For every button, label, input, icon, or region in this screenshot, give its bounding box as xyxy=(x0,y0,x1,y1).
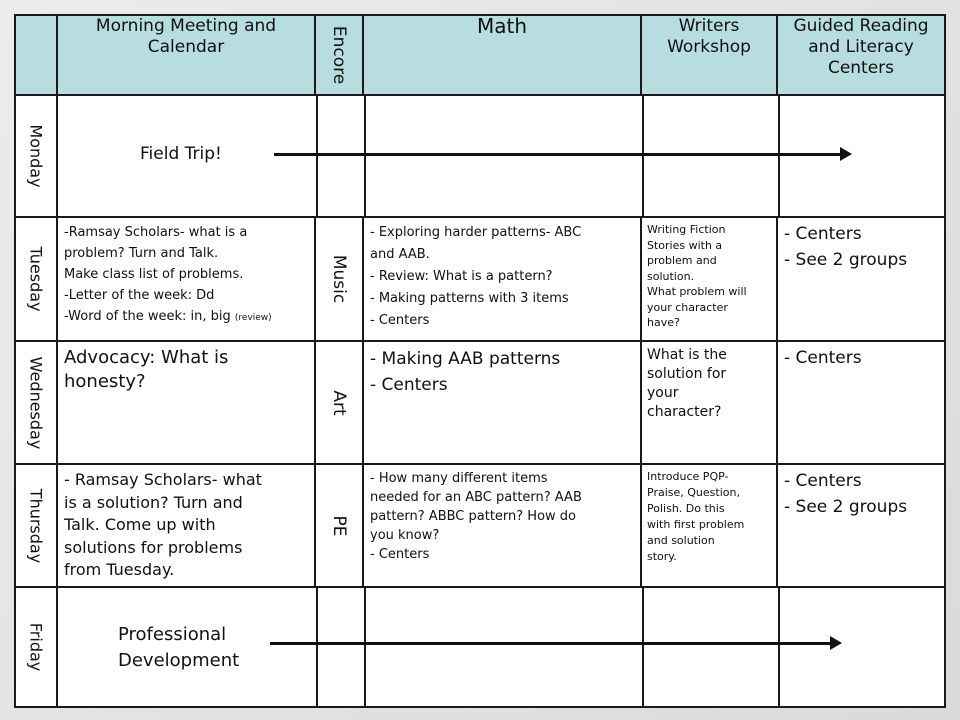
tuesday-encore-cell: Music xyxy=(315,217,363,341)
day-label-thursday: Thursday xyxy=(15,464,57,587)
friday-event-cell xyxy=(57,587,945,707)
row-tuesday xyxy=(15,217,945,341)
row-wednesday xyxy=(15,341,945,464)
day-label-monday: Monday xyxy=(15,95,57,217)
day-label-wednesday: Wednesday xyxy=(15,341,57,464)
tuesday-morning-cell: -Ramsay Scholars- what is a problem? Turn and Talk. Make class list of problems. -Letter of the week: Dd -Word of the week: in, big (review) xyxy=(57,217,315,341)
thursday-reading-cell: - Centers - See 2 groups xyxy=(777,464,945,587)
corner-cell xyxy=(15,15,57,95)
header-guided-reading: Guided Reading and Literacy Centers xyxy=(777,15,945,95)
header-encore: Encore xyxy=(315,15,363,95)
row-thursday xyxy=(15,464,945,587)
monday-arrow-head xyxy=(840,147,852,161)
row-friday xyxy=(15,587,945,707)
friday-arrow-head xyxy=(830,636,842,650)
day-label-tuesday: Tuesday xyxy=(15,217,57,341)
weekly-planner-table xyxy=(14,14,946,708)
wednesday-writers-cell: What is the solution for your character? xyxy=(641,341,777,464)
day-label-friday: Friday xyxy=(15,587,57,707)
header-writers-workshop: Writers Workshop xyxy=(641,15,777,95)
thursday-math-cell: - How many different items needed for an ABC pattern? AAB pattern? ABBC pattern? How do you know? - Centers xyxy=(363,464,641,587)
wednesday-morning-cell: Advocacy: What is honesty? xyxy=(57,341,315,464)
header-row xyxy=(15,15,945,95)
monday-event-cell xyxy=(57,95,945,217)
wednesday-math-cell: - Making AAB patterns - Centers xyxy=(363,341,641,464)
wednesday-encore-cell: Art xyxy=(315,341,363,464)
monday-arrow-line xyxy=(274,153,842,156)
thursday-morning-cell: - Ramsay Scholars- what is a solution? Turn and Talk. Come up with solutions for problems from Tuesday. xyxy=(57,464,315,587)
professional-development-label: Professional Development xyxy=(118,624,240,671)
thursday-writers-cell: Introduce PQP- Praise, Question, Polish. Do this with first problem and solution story. xyxy=(641,464,777,587)
tuesday-reading-cell: - Centers - See 2 groups xyxy=(777,217,945,341)
thursday-encore-cell: PE xyxy=(315,464,363,587)
header-morning-meeting: Morning Meeting and Calendar xyxy=(57,15,315,95)
header-math: Math xyxy=(363,15,641,95)
tuesday-math-cell: - Exploring harder patterns- ABC and AAB. - Review: What is a pattern? - Making patterns with 3 items - Centers xyxy=(363,217,641,341)
row-monday xyxy=(15,95,945,217)
tuesday-writers-cell: Writing Fiction Stories with a problem and solution. What problem will your character have? xyxy=(641,217,777,341)
field-trip-label: Field Trip! xyxy=(140,144,222,164)
wednesday-reading-cell: - Centers xyxy=(777,341,945,464)
friday-arrow-line xyxy=(270,642,832,645)
